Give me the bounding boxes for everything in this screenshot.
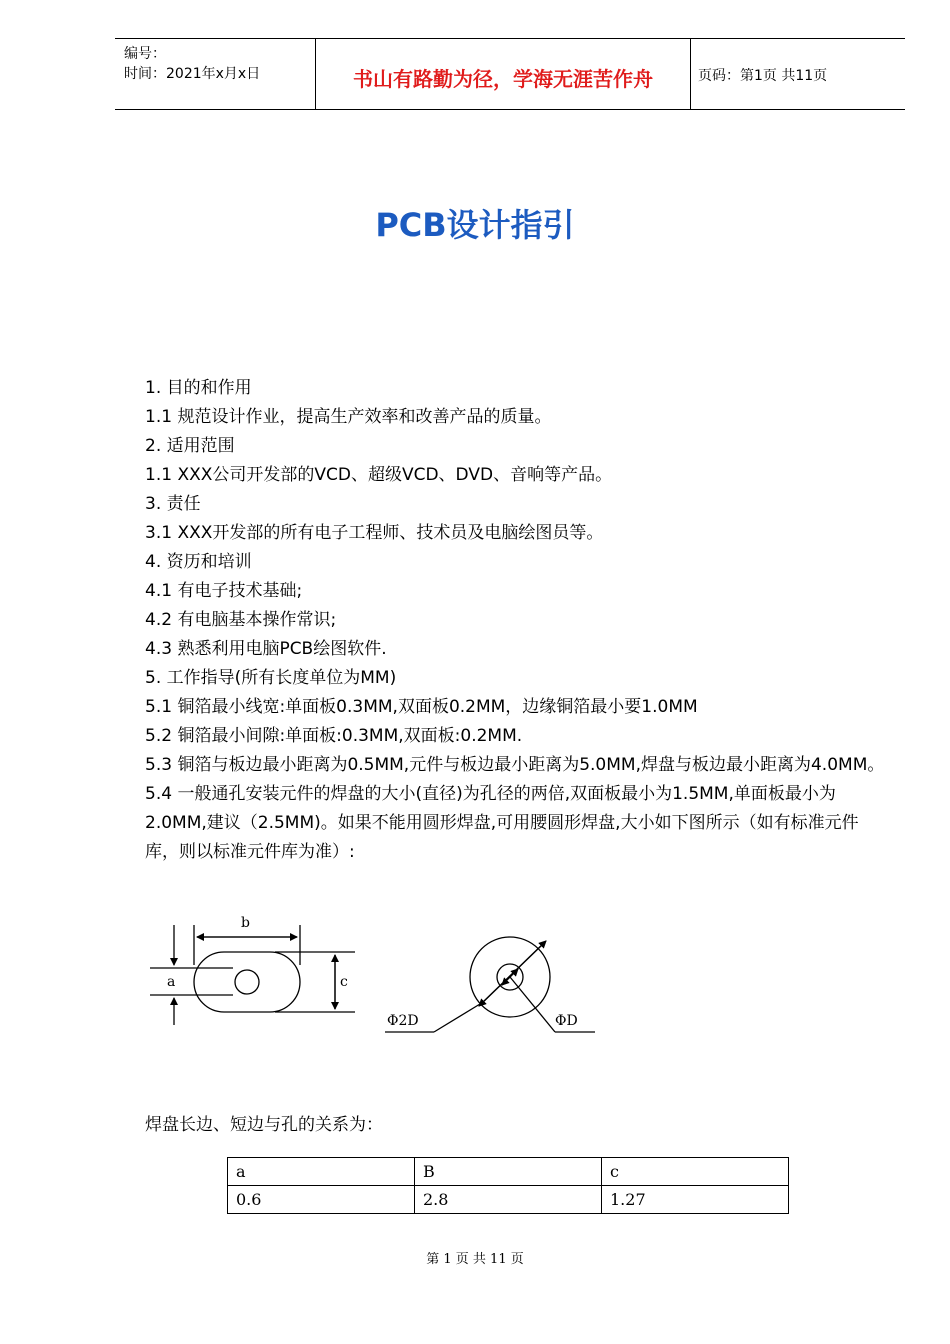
section-line: 5.3 铜箔与板边最小距离为0.5MM,元件与板边最小距离为5.0MM,焊盘与板边最小距离为4.0MM。 [145,755,885,775]
header-page-cell [690,39,905,109]
oval-pad-hole [235,970,259,994]
pad-dimension-figure [145,905,605,1040]
section-line: 4.1 有电子技术基础; [145,581,303,601]
section-line: 3.1 XXX开发部的所有电子工程师、技术员及电脑绘图员等。 [145,523,604,543]
document-body [145,374,890,867]
section-line: 1.1 规范设计作业，提高生产效率和改善产品的质量。 [145,407,552,427]
section-line: 4.2 有电脑基本操作常识; [145,610,337,630]
table-cell: 0.6 [228,1186,415,1214]
pad-size-table [227,1157,789,1214]
motto: 书山有路勤为径，学海无涯苦作舟 [353,67,653,91]
section-line: 3. 责任 [145,494,201,514]
section-line: 4. 资历和培训 [145,552,252,572]
section-line: 1.1 XXX公司开发部的VCD、超级VCD、DVD、音响等产品。 [145,465,613,485]
section-line: 5.1 铜箔最小线宽:单面板0.3MM,双面板0.2MM，边缘铜箔最小要1.0MM [145,697,698,717]
page-counter: 页码：第1页 共11页 [698,68,828,84]
label-phi-d: ΦD [555,1013,578,1029]
header-motto-cell [315,39,691,109]
document-title: PCB设计指引 [375,206,575,244]
section-line: 5.4 一般通孔安装元件的焊盘的大小(直径)为孔径的两倍,双面板最小为1.5MM,单面板最小为2.0MM,建议（2.5MM)。如果不能用圆形焊盘,可用腰圆形焊盘,大小如下图所示（如有标准元件库，则以标准元件库为准）: [145,784,859,862]
section-line: 4.3 熟悉利用电脑PCB绘图软件. [145,639,387,659]
serial-label: 编号： [124,46,166,62]
label-c: c [340,974,348,990]
table-cell: B [415,1158,602,1186]
label-b: b [241,915,250,931]
oval-pad-shape [194,952,300,1012]
page-footer: 第 1 页 共 11 页 [426,1252,524,1267]
relation-caption: 焊盘长边、短边与孔的关系为： [145,1115,383,1135]
table-cell: 1.27 [602,1186,789,1214]
label-a: a [167,974,176,990]
table-header-row [228,1158,789,1186]
time-label: 时间：2021年x月x日 [124,66,261,82]
table-row [228,1186,789,1214]
section-line: 1. 目的和作用 [145,378,252,398]
table-cell: 2.8 [415,1186,602,1214]
table-cell: a [228,1158,415,1186]
document-header [115,38,905,110]
header-meta-cell [115,39,315,109]
section-line: 5.2 铜箔最小间隙:单面板:0.3MM,双面板:0.2MM. [145,726,523,746]
section-line: 2. 适用范围 [145,436,235,456]
section-line: 5. 工作指导(所有长度单位为MM) [145,668,397,688]
label-phi-2d: Φ2D [387,1013,419,1029]
table-cell: c [602,1158,789,1186]
